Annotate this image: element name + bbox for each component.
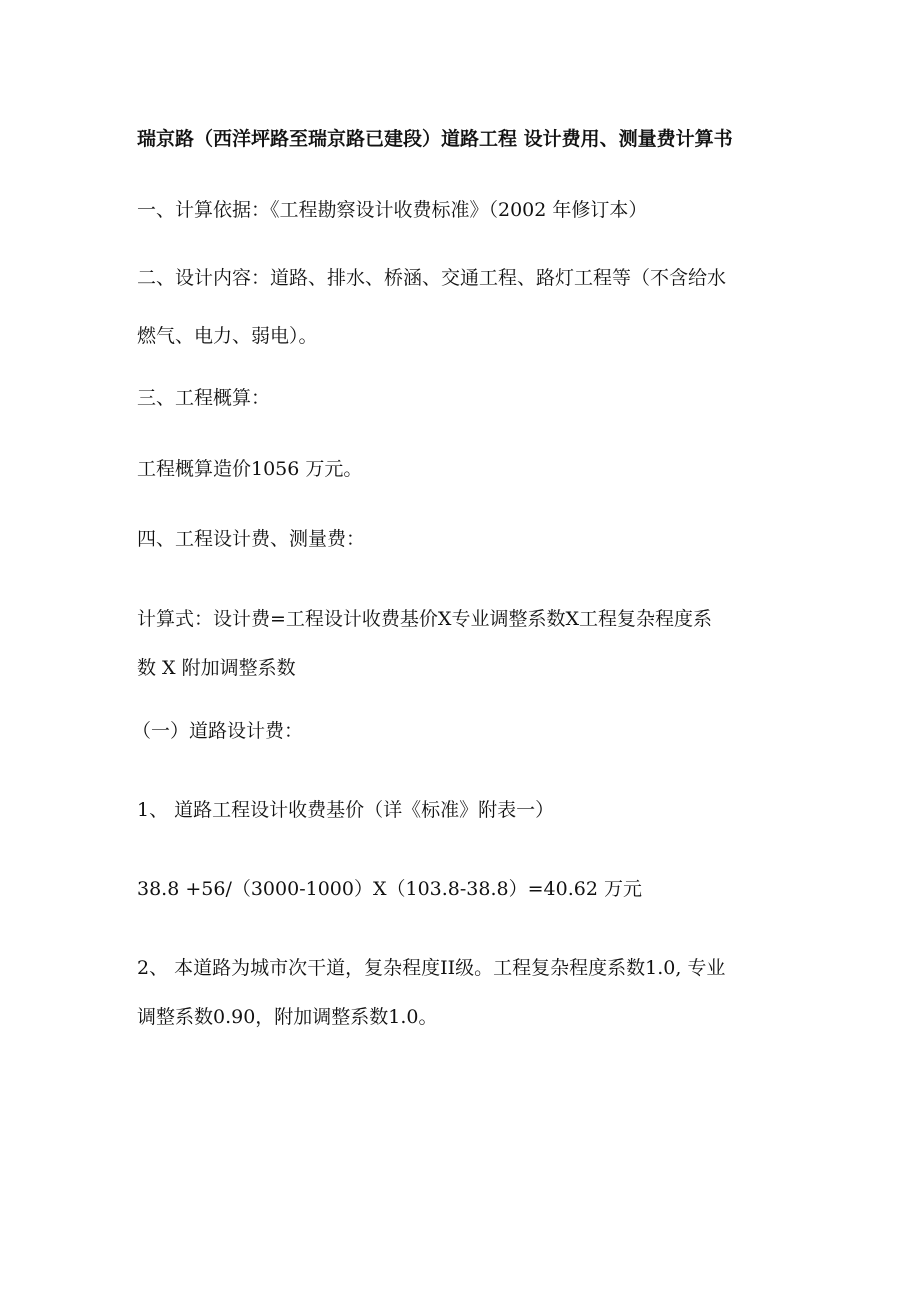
section-basis: 一、计算依据：《工程勘察设计收费标准》（2002 年修订本） [137,199,648,221]
item-1-calculation: 38.8 +56/（3000-1000）X（103.8-38.8）=40.62 万元 [137,878,642,900]
formula-line1: 计算式：设计费=工程设计收费基价X专业调整系数X工程复杂程度系 [137,608,712,630]
item-1: 1、 道路工程设计收费基价（详《标准》附表一） [137,799,555,821]
item-2-line2: 调整系数0.90，附加调整系数1.0。 [137,1006,438,1028]
formula-line2: 数 X 附加调整系数 [137,657,296,679]
section-content-line2: 燃气、电力、弱电）。 [137,325,318,347]
section-content-line1: 二、设计内容：道路、排水、桥涵、交通工程、路灯工程等（不含给水 [137,267,727,289]
subsection-road-design-fee: （一）道路设计费： [132,720,304,742]
estimate-value: 工程概算造价1056 万元。 [137,458,363,480]
item-2-line1: 2、 本道路为城市次干道，复杂程度II级。工程复杂程度系数1.0, 专业 [137,957,726,979]
section-estimate-heading: 三、工程概算： [137,387,271,409]
section-fees-heading: 四、工程设计费、测量费： [137,528,366,550]
document-title: 瑞京路（西洋坪路至瑞京路已建段）道路工程 设计费用、测量费计算书 [137,128,733,150]
